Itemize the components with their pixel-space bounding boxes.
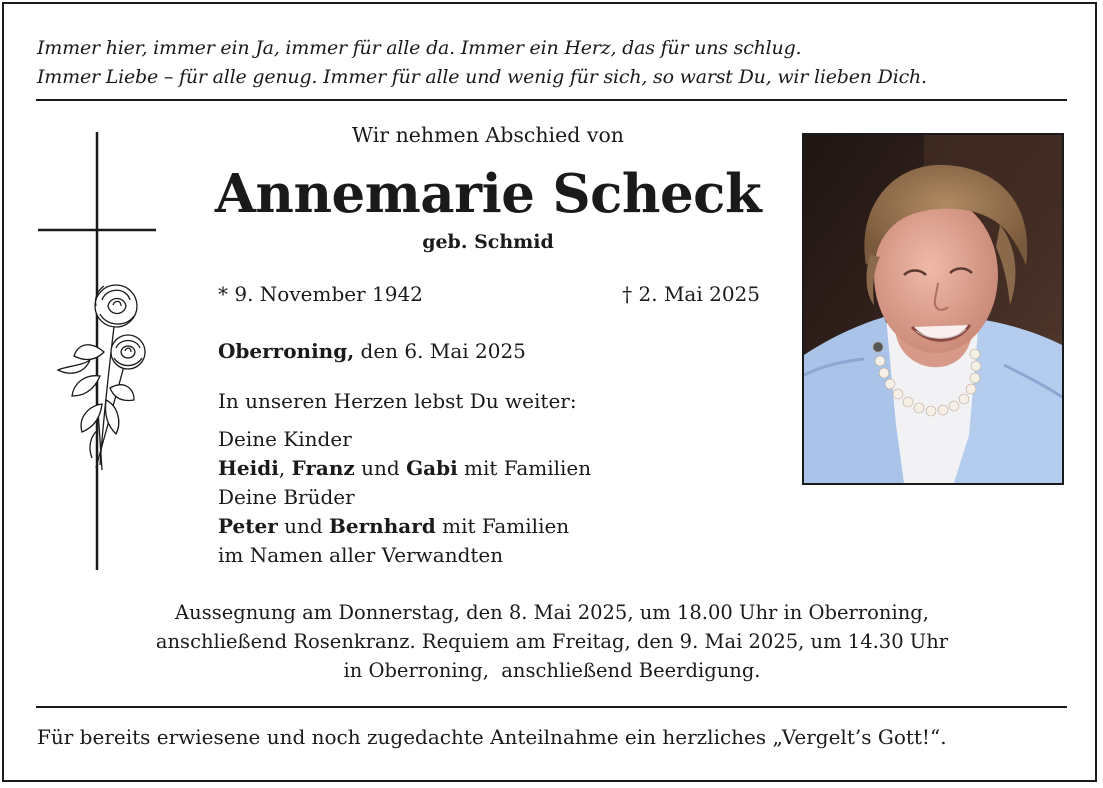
service-line-1: Aussegnung am Donnerstag, den 8. Mai 2025, um 18.00 Uhr in Oberroning, (175, 601, 929, 624)
brothers-label: Deine Brüder (218, 485, 355, 509)
separator: , (278, 456, 292, 480)
closing-line: im Namen aller Verwandten (218, 543, 504, 567)
conjunction: und (354, 456, 407, 480)
poem (37, 34, 1077, 92)
death-date: † 2. Mai 2025 (622, 282, 760, 306)
brother-name: Peter (218, 514, 278, 538)
service-line-3: in Oberroning, anschließend Beerdigung. (343, 659, 761, 682)
deceased-name: Annemarie Scheck (214, 163, 762, 225)
heart-line: In unseren Herzen lebst Du weiter: (218, 389, 577, 413)
child-name: Heidi (218, 456, 279, 480)
brothers-suffix: mit Familien (435, 514, 570, 538)
birth-date: * 9. November 1942 (218, 282, 423, 306)
thanks-line: Für bereits erwiesene und noch zugedachte Anteilnahme ein herzliches „Vergelt’s Gott!“. (37, 725, 947, 749)
cross-with-roses-icon (30, 130, 170, 580)
portrait-image (804, 135, 1062, 483)
bottom-divider (36, 706, 1067, 708)
family-list (218, 425, 591, 570)
child-name: Gabi (406, 456, 458, 480)
conjunction: und (277, 514, 330, 538)
poem-line-2: Immer Liebe – für alle genug. Immer für alle und wenig für sich, so warst Du, wir lieben Dich. (37, 66, 927, 88)
brother-name: Bernhard (329, 514, 436, 538)
birth-name: geb. Schmid (422, 231, 554, 253)
service-line-2: anschließend Rosenkranz. Requiem am Freitag, den 9. Mai 2025, um 14.30 Uhr (155, 630, 949, 653)
brothers-names (218, 512, 591, 541)
child-name: Franz (291, 456, 355, 480)
top-divider (36, 99, 1067, 101)
children-label: Deine Kinder (218, 427, 352, 451)
poem-line-1: Immer hier, immer ein Ja, immer für alle da. Immer ein Herz, das für uns schlug. (37, 37, 802, 59)
place-and-date (218, 339, 526, 363)
children-suffix: mit Familien (457, 456, 592, 480)
notice-date: den 6. Mai 2025 (360, 339, 526, 363)
place: Oberroning, (218, 339, 355, 363)
portrait-photo (802, 133, 1064, 485)
intro-line: Wir nehmen Abschied von (352, 123, 624, 147)
children-names (218, 454, 591, 483)
service-details (36, 598, 1068, 685)
